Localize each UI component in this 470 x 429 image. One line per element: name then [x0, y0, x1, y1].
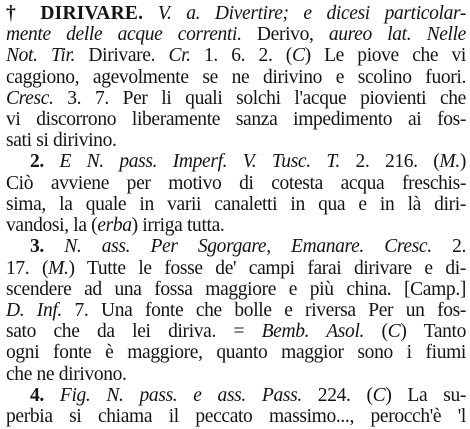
- text-run: Ciò avviene per motivo di cotesta acqua freschis-: [6, 172, 466, 194]
- text-run: M.: [439, 151, 460, 173]
- text-run: ) Tanto: [400, 321, 466, 343]
- text-run: caggiono, agevolmente se ne dirivino e scolino fuori.: [6, 66, 466, 88]
- text-run: Dirivare.: [75, 45, 169, 67]
- text-run: che ne dirivono.: [6, 363, 127, 385]
- text-run: ) Tutte le fosse de' campi farai dirivare e di-: [68, 257, 466, 279]
- text-run: 2.: [30, 151, 60, 173]
- text-run: ) La su-: [385, 384, 466, 406]
- text-run: 3.: [30, 236, 65, 258]
- text-run: vandosi, la (: [6, 215, 98, 237]
- text-run: ogni fonte è maggiore, quanto maggior sono i fiumi: [6, 342, 466, 364]
- text-run: perbia si chiama il peccato massimo..., perocch'è 'l: [6, 406, 466, 427]
- text-run: Cr.: [168, 45, 191, 67]
- text-run: C: [387, 321, 401, 343]
- text-run: Bemb. Asol.: [261, 321, 365, 343]
- text-run: V. a. Divertire; e dicesi particolar-: [143, 3, 466, 24]
- text-run: ) irriga tutta.: [131, 215, 225, 237]
- text-run: erba: [97, 215, 132, 237]
- text-run: (: [364, 321, 388, 343]
- text-run: Cresc.: [6, 87, 54, 109]
- text-run: Not. Tir.: [6, 45, 76, 67]
- text-run: D. Inf.: [6, 299, 62, 321]
- text-run: N. ass. Per Sgorgare, Emanare. Cresc.: [64, 236, 432, 258]
- text-run: ) Le piove che vi: [304, 45, 466, 67]
- text-run: ): [459, 151, 466, 173]
- text-run: C: [291, 45, 305, 67]
- text-run: †: [6, 3, 41, 24]
- text-run: aureo lat. Nelle: [328, 24, 466, 46]
- text-run: E N. pass. Imperf. V. Tusc. T.: [59, 151, 340, 173]
- text-run: sati si dirivino.: [6, 130, 117, 152]
- text-run: 224. (: [301, 384, 373, 406]
- text-run: 17. (: [6, 257, 49, 279]
- entry-line: [6, 404, 466, 429]
- text-run: sima, la quale in varii canaletti in qua e in là diri-: [6, 193, 466, 215]
- text-run: scendere ad una fossa maggiore e più china. [Camp.]: [6, 278, 466, 300]
- text-run: 2. 216. (: [339, 151, 440, 173]
- text-run: DIRIVARE.: [40, 3, 144, 24]
- text-run: 1. 6. 2. (: [190, 45, 292, 67]
- text-run: 4.: [30, 384, 60, 406]
- text-run: C: [372, 384, 386, 406]
- text-run: mente delle acque correnti.: [6, 24, 242, 46]
- text-run: Derivo,: [241, 24, 329, 46]
- text-run: vi discorrono liberamente sanza impedimento ai fos-: [6, 109, 466, 131]
- text-run: Fig. N. pass. e ass. Pass.: [59, 384, 302, 406]
- text-run: sato che da lei diriva. =: [6, 321, 262, 343]
- text-run: M.: [48, 257, 69, 279]
- text-run: 7. Una fonte che bolle e riversa Per un fos-: [61, 299, 466, 321]
- text-run: 2.: [431, 236, 466, 258]
- text-run: 3. 7. Per li quali solchi l'acque piovienti che: [53, 87, 466, 109]
